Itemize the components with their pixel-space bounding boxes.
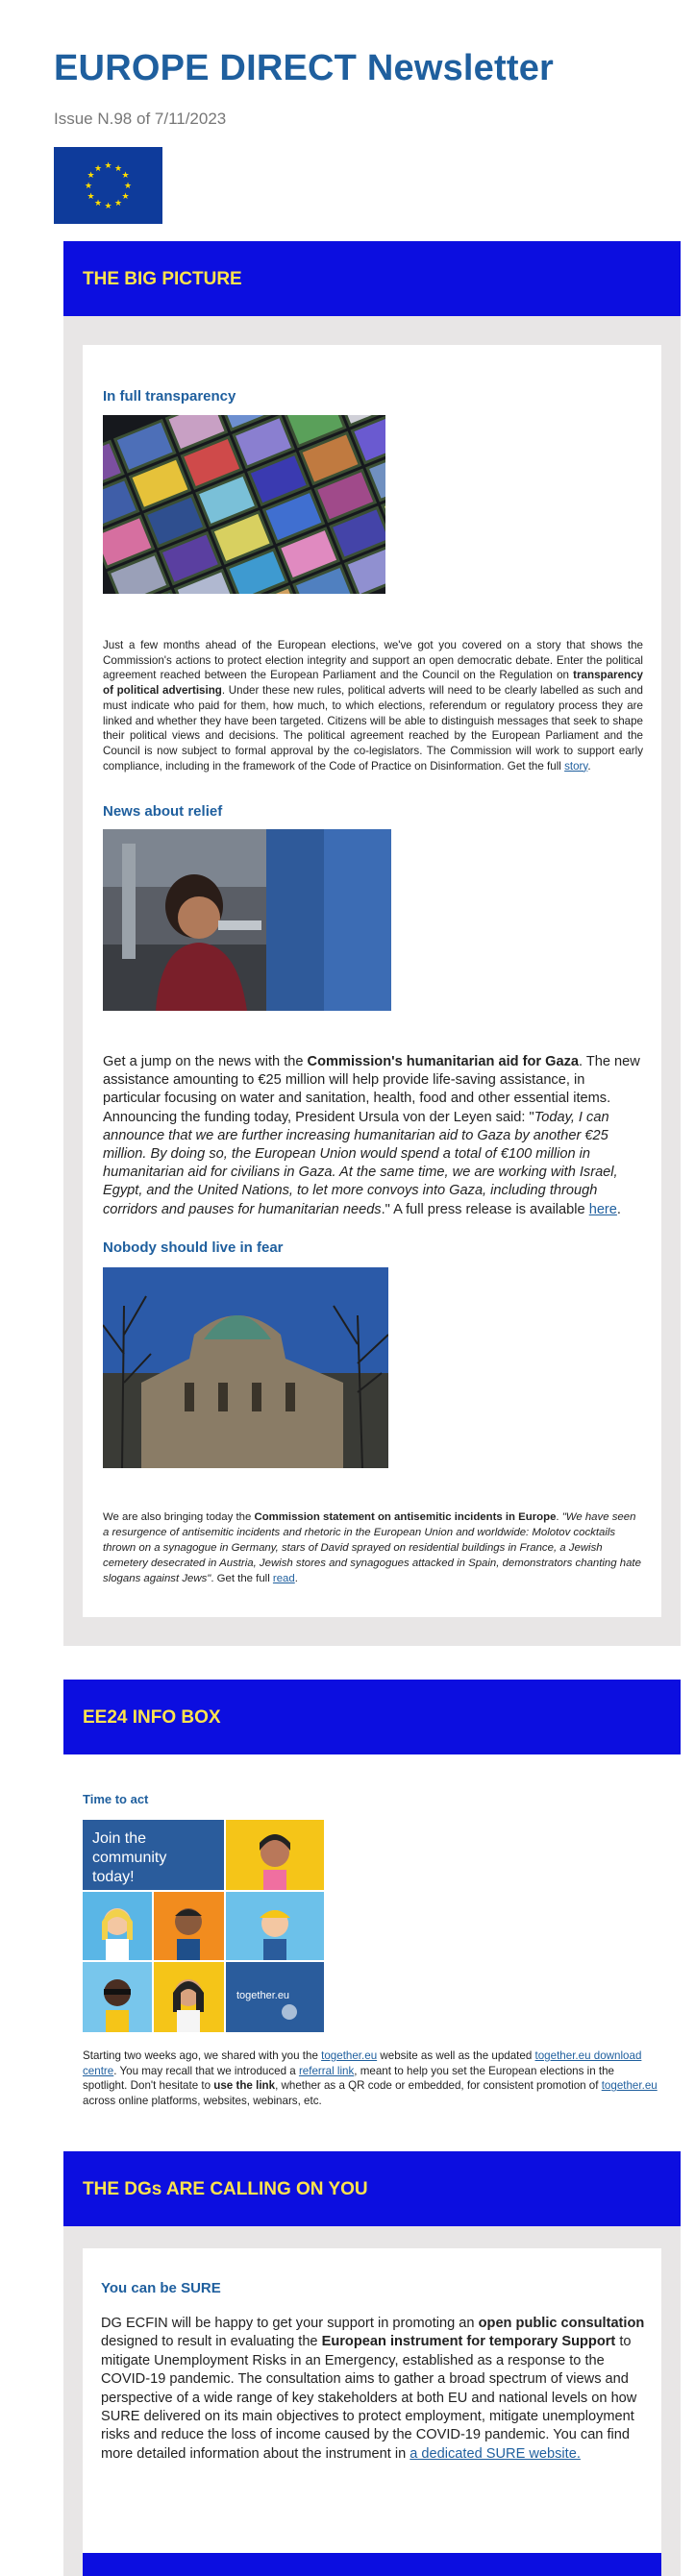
article-text: Starting two weeks ago, we shared with you the — [83, 2049, 322, 2062]
article-bold: open public consultation — [478, 2316, 645, 2331]
article-text: . — [556, 1511, 562, 1523]
article-body — [101, 2315, 647, 2464]
article-title: Time to act — [83, 1792, 149, 1806]
section-title: EE24 INFO BOX — [83, 1707, 221, 1728]
article-text: to mitigate Unemployment Risks in an Emergency, established as a response to the COVID-19 pandemic. The consultation aims to gather a broad spectrum of views and perspective of a wide range of key stakeholders at both EU and national levels on how SURE delivered on its main objectives to protect employment, mitigate unemployment risks and reduce the loss of income caused by the COVID-19 pandemic. You can find more detailed information about the instrument in — [101, 2334, 637, 2462]
article-title: News about relief — [103, 803, 223, 820]
article-text: . Under these new rules, political adverts will need to be clearly labelled as such and must indicate who paid for them, how much, to which elections, referendum or regulatory process they are linked and whether they have been targeted. Citizens will be able to distinguish messages that seek to shape their political views and decisions. The political agreement reached by the European Parliament and the Council is now subject to formal approval by the co-legislators. The Commission will work to support early compliance, including in the framework of the Code of Practice on Disinformation. Get the full — [103, 684, 643, 773]
article-bold: use the link — [213, 2079, 276, 2093]
article-text: We are also bringing today the — [103, 1511, 255, 1523]
big-picture-panel — [63, 316, 681, 1646]
section-title: THE DGs ARE CALLING ON YOU — [83, 2179, 368, 2199]
next-section-bar — [83, 2553, 661, 2576]
article-text: designed to result in evaluating the — [101, 2334, 322, 2350]
article-text: website as well as the updated — [377, 2049, 535, 2062]
big-picture-card — [83, 345, 661, 1617]
article-text: . Get the full — [211, 1573, 273, 1584]
section-header-dgs — [63, 2151, 681, 2226]
article-text: . — [294, 1573, 298, 1584]
article-title: You can be SURE — [101, 2280, 221, 2296]
article-text: DG ECFIN will be happy to get your support in promoting an — [101, 2316, 479, 2331]
eu-flag-logo — [54, 147, 162, 224]
svg-text:★: ★ — [87, 192, 95, 202]
svg-text:★: ★ — [121, 171, 130, 181]
article-quote: "We have seen a resurgence of antisemitic incidents and rhetoric in the European Union and worldwide: Molotov cocktails thrown on a synagogue in Germany, stars of David sprayed on residential buildings in France, a Jewish cemetery desecrated in Austria, Jewish stores and synagogues attacked in Spain, demonstrators chanting hate slogans against Jews" — [103, 1511, 641, 1584]
svg-text:★: ★ — [87, 171, 95, 181]
article-bold: European instrument for temporary Support — [321, 2334, 616, 2350]
sure-website-link[interactable]: a dedicated SURE website. — [410, 2445, 581, 2462]
article-text: Just a few months ahead of the European elections, we've got you covered on a story that shows the Commission's actions to protect election integrity and support an open democratic debate. Enter the political agreement reached between the European Parliament and the Council on the Regulation on — [103, 639, 643, 682]
svg-text:★: ★ — [113, 199, 123, 209]
article-body — [103, 1053, 641, 1219]
info-box-body — [83, 2049, 659, 2108]
section-header-info-box — [63, 1680, 681, 1754]
synagogue-image — [103, 1267, 388, 1468]
svg-text:Join the: Join the — [92, 1830, 147, 1847]
article-text: . You may recall that we introduced a — [113, 2064, 299, 2077]
article-body — [103, 638, 643, 773]
child-drinking-water-image — [103, 829, 391, 1011]
together-eu-banner — [83, 1820, 324, 2032]
article-text: , meant to help you set the European elections in the spotlight. Don't hesitate to — [83, 2064, 614, 2093]
statement-link[interactable]: read — [272, 1573, 295, 1584]
article-text: . The new assistance amounting to €25 million will help provide life-saving assistance, in particular focusing on water and sanitation, health, food and other essential items. Announcing the funding today, President Ursula von der Leyen said: " — [103, 1054, 640, 1125]
article-text: . — [616, 1201, 621, 1217]
article-text: , whether as a QR code or embedded, for consistent promotion of — [275, 2079, 602, 2093]
dgs-card — [83, 2248, 661, 2576]
article-text: ." A full press release is available — [381, 1201, 589, 1217]
svg-text:community: community — [92, 1850, 167, 1866]
press-release-link[interactable]: here — [588, 1201, 617, 1217]
svg-text:★: ★ — [84, 182, 93, 191]
article-title: Nobody should live in fear — [103, 1239, 284, 1256]
svg-text:today!: today! — [92, 1869, 135, 1885]
newsletter-title: EUROPE DIRECT Newsletter — [54, 48, 555, 88]
svg-text:★: ★ — [121, 192, 130, 202]
together-eu-link[interactable]: together.eu — [601, 2079, 658, 2093]
svg-text:★: ★ — [104, 202, 112, 211]
svg-text:★: ★ — [123, 182, 133, 191]
story-link[interactable]: story — [564, 759, 588, 773]
section-header-big-picture — [63, 241, 681, 316]
issue-label: Issue N.98 of 7/11/2023 — [54, 110, 227, 128]
svg-text:★: ★ — [104, 161, 112, 171]
article-text: . — [587, 759, 591, 773]
article-text: Get a jump on the news with the — [103, 1054, 308, 1069]
info-box-panel — [63, 1754, 681, 2129]
article-bold: transparency of political advertising — [103, 669, 643, 698]
tv-screens-image — [103, 415, 385, 594]
dgs-panel — [63, 2226, 681, 2576]
article-title: In full transparency — [103, 388, 236, 405]
svg-text:together.eu: together.eu — [236, 1990, 290, 2001]
download-centre-link[interactable]: together.eu download centre — [83, 2049, 642, 2077]
article-body — [103, 1509, 641, 1586]
article-quote: Today, I can announce that we are further increasing humanitarian aid to Gaza by another €25 million. By doing so, the European Union would spend a total of €100 million in humanitarian aid for civilians in Gaza. At the same time, we are working with Israel, Egypt, and the United Nations, to let more convoys into Gaza, including through corridors and pauses for humanitarian needs — [103, 1109, 618, 1217]
section-title: THE BIG PICTURE — [83, 269, 242, 289]
article-text: across online platforms, websites, webinars, etc. — [83, 2094, 322, 2107]
svg-text:★: ★ — [93, 199, 103, 209]
referral-link[interactable]: referral link — [298, 2064, 355, 2077]
svg-text:★: ★ — [93, 164, 103, 174]
article-bold: Commission's humanitarian aid for Gaza — [307, 1054, 579, 1069]
article-bold: Commission statement on antisemitic incidents in Europe — [254, 1511, 557, 1523]
svg-text:★: ★ — [113, 164, 123, 174]
together-eu-link[interactable]: together.eu — [321, 2049, 378, 2062]
